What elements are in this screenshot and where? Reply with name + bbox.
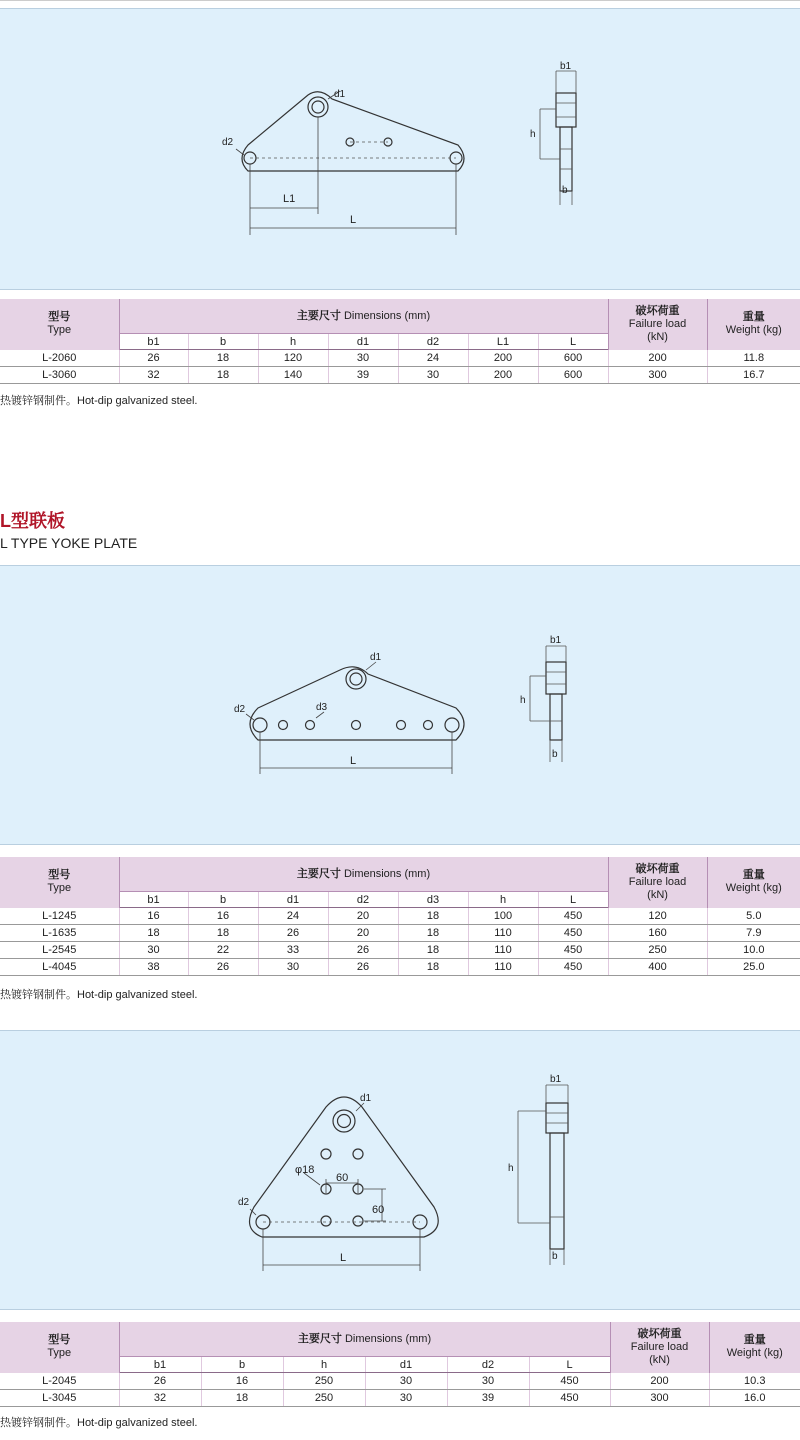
table-cell: L-1635 (0, 925, 119, 942)
table-cell: 200 (468, 367, 538, 384)
col-header: L (538, 334, 608, 350)
top-rule (0, 0, 800, 1)
table-cell: 18 (398, 942, 468, 959)
table-cell: 25.0 (707, 959, 800, 976)
side-label-h: h (508, 1163, 514, 1174)
type-header-en: Type (47, 882, 72, 895)
col-header: b1 (119, 1357, 201, 1373)
table-cell: 18 (188, 350, 258, 367)
table-cell: 30 (447, 1373, 529, 1390)
col-header: b (188, 892, 258, 908)
table-cell: 120 (608, 908, 707, 925)
table-cell: 18 (398, 908, 468, 925)
failure-load-header-cn: 破坏荷重 (637, 1327, 682, 1340)
table-cell: 140 (258, 367, 328, 384)
dim-label-d2: d2 (234, 704, 246, 715)
table-cell: 120 (258, 350, 328, 367)
col-header: b1 (119, 892, 188, 908)
col-header: L (529, 1357, 610, 1373)
table-cell: 600 (538, 367, 608, 384)
failure-load-header-unit: (kN) (647, 330, 668, 343)
side-label-b1: b1 (550, 1074, 562, 1085)
drawing-panel-1 (0, 8, 800, 290)
table-cell: 10.0 (707, 942, 800, 959)
table-cell: 18 (188, 925, 258, 942)
table-cell: 100 (468, 908, 538, 925)
dim-label-d1: d1 (370, 652, 382, 663)
spec-table-1 (0, 299, 800, 384)
material-note-1: 热镀锌钢制件。Hot-dip galvanized steel. (0, 395, 198, 407)
table-row (0, 942, 800, 959)
dim-label-d2: d2 (222, 137, 234, 148)
col-header: L1 (468, 334, 538, 350)
failure-load-header (610, 1322, 709, 1373)
side-label-h: h (520, 695, 526, 706)
table-cell: 26 (328, 959, 398, 976)
table-cell: 16 (201, 1373, 283, 1390)
col-header: h (258, 334, 328, 350)
yoke-plate-drawing-2 (0, 566, 800, 844)
table-cell: 200 (608, 350, 707, 367)
failure-load-header-unit: (kN) (649, 1353, 670, 1366)
col-header: d2 (398, 334, 468, 350)
table-cell: 33 (258, 942, 328, 959)
table-cell: 7.9 (707, 925, 800, 942)
side-label-b: b (562, 185, 568, 196)
failure-load-header (608, 299, 707, 350)
side-label-b1: b1 (550, 635, 562, 646)
table-row (0, 350, 800, 367)
table-cell: 450 (529, 1390, 610, 1407)
table-cell: 450 (538, 925, 608, 942)
table-cell: 30 (258, 959, 328, 976)
col-header: d1 (328, 334, 398, 350)
col-header: b (188, 334, 258, 350)
table-cell: 24 (398, 350, 468, 367)
table-cell: 110 (468, 942, 538, 959)
table-cell: L-3045 (0, 1390, 119, 1407)
side-label-h: h (530, 129, 536, 140)
col-header: b (201, 1357, 283, 1373)
yoke-plate-drawing-3 (0, 1031, 800, 1309)
col-header: h (468, 892, 538, 908)
table-cell: 400 (608, 959, 707, 976)
weight-header (707, 299, 800, 350)
dimensions-header (119, 299, 608, 334)
col-header: d2 (447, 1357, 529, 1373)
table-cell: 250 (283, 1373, 365, 1390)
table-row (0, 367, 800, 384)
col-header: d2 (328, 892, 398, 908)
spec-table-2 (0, 857, 800, 976)
table-cell: 450 (529, 1373, 610, 1390)
table-cell: L-2545 (0, 942, 119, 959)
failure-load-header-en: Failure load (630, 1340, 689, 1353)
table-cell: 20 (328, 925, 398, 942)
table-cell: 30 (119, 942, 188, 959)
side-label-b1: b1 (560, 61, 572, 72)
col-header: d3 (398, 892, 468, 908)
dimensions-header-en: Dimensions (mm) (343, 867, 431, 880)
table-cell: 18 (119, 925, 188, 942)
weight-header-en: Weight (kg) (725, 324, 782, 337)
dimensions-header-cn: 主要尺寸 (296, 309, 341, 322)
table-cell: 18 (188, 367, 258, 384)
table-row (0, 908, 800, 925)
weight-header-en: Weight (kg) (725, 882, 782, 895)
table-cell: L-2060 (0, 350, 119, 367)
col-header: d1 (258, 892, 328, 908)
table-cell: 30 (398, 367, 468, 384)
drawing-panel-2 (0, 565, 800, 845)
table-cell: 32 (119, 1390, 201, 1407)
weight-header-cn: 重量 (742, 869, 765, 882)
table-cell: 450 (538, 908, 608, 925)
drawing-panel-3 (0, 1030, 800, 1310)
table-cell: 16 (119, 908, 188, 925)
failure-load-header-en: Failure load (628, 317, 687, 330)
table-cell: 16 (188, 908, 258, 925)
table-cell: 22 (188, 942, 258, 959)
dimensions-header-en: Dimensions (mm) (343, 309, 431, 322)
type-header (0, 1322, 119, 1373)
failure-load-header-cn: 破坏荷重 (635, 862, 680, 875)
failure-load-header-en: Failure load (628, 875, 687, 888)
table-cell: 5.0 (707, 908, 800, 925)
dimensions-header-en: Dimensions (mm) (344, 1332, 432, 1345)
failure-load-header-cn: 破坏荷重 (635, 304, 680, 317)
table-cell: 26 (328, 942, 398, 959)
table-cell: 10.3 (709, 1373, 800, 1390)
dim-label-phi18: φ18 (295, 1164, 315, 1176)
table-cell: 450 (538, 959, 608, 976)
table-cell: 450 (538, 942, 608, 959)
weight-header-cn: 重量 (743, 1334, 766, 1347)
table-row (0, 959, 800, 976)
table-cell: 600 (538, 350, 608, 367)
weight-header-en: Weight (kg) (726, 1347, 783, 1360)
table-cell: L-4045 (0, 959, 119, 976)
dimensions-header (119, 1322, 610, 1357)
material-note-3: 热镀锌钢制件。Hot-dip galvanized steel. (0, 1417, 198, 1429)
table-cell: 250 (283, 1390, 365, 1407)
col-header: d1 (365, 1357, 447, 1373)
table-cell: 300 (610, 1390, 709, 1407)
table-cell: 200 (468, 350, 538, 367)
dim-label-d1: d1 (360, 1093, 372, 1104)
type-header-en: Type (47, 324, 72, 337)
dim-label-L: L (350, 755, 357, 767)
table-cell: 300 (608, 367, 707, 384)
table-cell: 39 (447, 1390, 529, 1407)
type-header-cn: 型号 (48, 869, 71, 882)
section-title-cn: L型联板 (0, 511, 65, 531)
dimensions-header-cn: 主要尺寸 (296, 867, 341, 880)
dim-label-L: L (340, 1252, 347, 1264)
yoke-plate-drawing-1 (0, 9, 800, 289)
side-label-b: b (552, 749, 558, 760)
table-cell: 38 (119, 959, 188, 976)
type-header (0, 299, 119, 350)
dim-label-L: L (350, 214, 357, 226)
weight-header-cn: 重量 (742, 311, 765, 324)
dimensions-header-cn: 主要尺寸 (297, 1332, 342, 1345)
dim-label-d2: d2 (238, 1197, 250, 1208)
table-row (0, 1373, 800, 1390)
table-row (0, 1390, 800, 1407)
table-cell: 11.8 (707, 350, 800, 367)
side-label-b: b (552, 1251, 558, 1262)
table-cell: 39 (328, 367, 398, 384)
dim-label-spacing-v: 60 (372, 1204, 385, 1216)
dim-label-d3: d3 (316, 702, 328, 713)
table-cell: 16.0 (709, 1390, 800, 1407)
table-cell: 18 (201, 1390, 283, 1407)
table-cell: 26 (258, 925, 328, 942)
type-header-cn: 型号 (48, 311, 71, 324)
table-cell: 160 (608, 925, 707, 942)
table-cell: L-3060 (0, 367, 119, 384)
table-cell: 32 (119, 367, 188, 384)
dimensions-header (119, 857, 608, 892)
table-cell: 200 (610, 1373, 709, 1390)
table-cell: 30 (365, 1373, 447, 1390)
material-note-2: 热镀锌钢制件。Hot-dip galvanized steel. (0, 989, 198, 1001)
table-cell: 110 (468, 925, 538, 942)
col-header: b1 (119, 334, 188, 350)
col-header: L (538, 892, 608, 908)
weight-header (707, 857, 800, 908)
spec-table-3 (0, 1322, 800, 1407)
weight-header (709, 1322, 800, 1373)
table-cell: 24 (258, 908, 328, 925)
table-cell: 16.7 (707, 367, 800, 384)
failure-load-header-unit: (kN) (647, 888, 668, 901)
table-cell: 26 (119, 350, 188, 367)
table-cell: 26 (188, 959, 258, 976)
type-header-cn: 型号 (48, 1334, 71, 1347)
table-cell: 110 (468, 959, 538, 976)
table-cell: 18 (398, 959, 468, 976)
table-cell: L-1245 (0, 908, 119, 925)
table-cell: 26 (119, 1373, 201, 1390)
table-cell: 30 (365, 1390, 447, 1407)
dim-label-spacing-h: 60 (336, 1172, 349, 1184)
dim-label-d1: d1 (334, 89, 346, 100)
table-cell: 30 (328, 350, 398, 367)
table-row (0, 925, 800, 942)
failure-load-header (608, 857, 707, 908)
type-header-en: Type (47, 1347, 72, 1360)
table-cell: L-2045 (0, 1373, 119, 1390)
table-cell: 18 (398, 925, 468, 942)
table-cell: 250 (608, 942, 707, 959)
type-header (0, 857, 119, 908)
table-cell: 20 (328, 908, 398, 925)
section-title-en: L TYPE YOKE PLATE (0, 535, 138, 551)
dim-label-L1: L1 (283, 193, 296, 205)
col-header: h (283, 1357, 365, 1373)
